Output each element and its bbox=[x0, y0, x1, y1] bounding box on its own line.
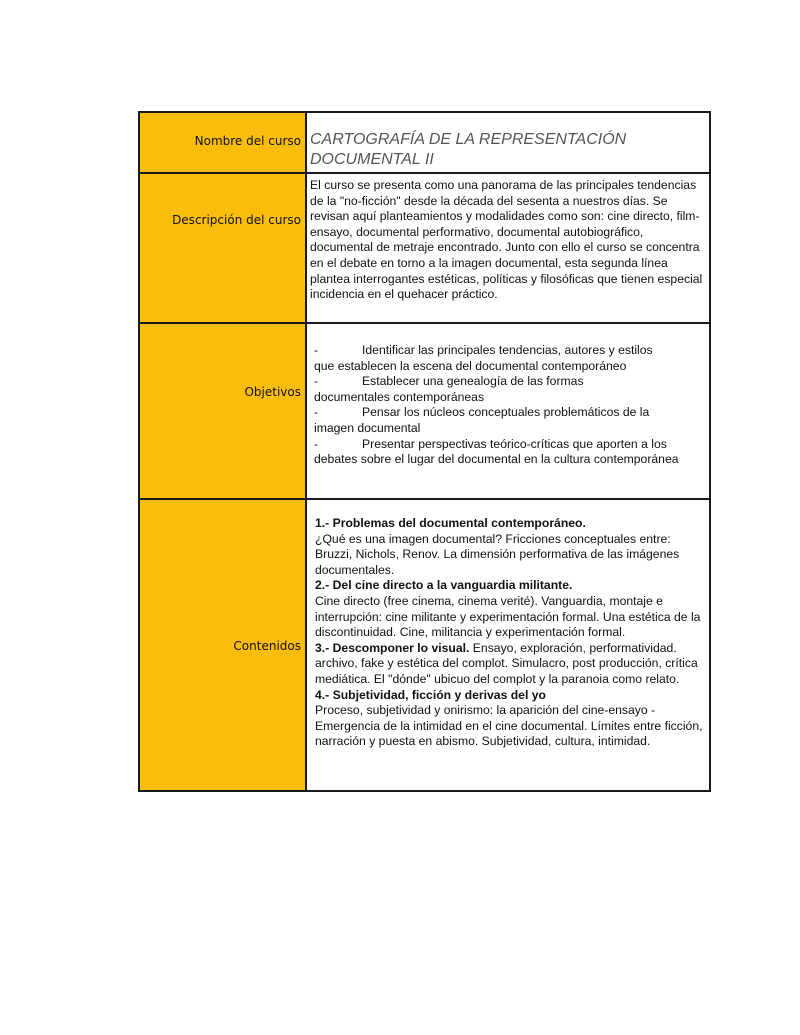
objective-item bbox=[314, 374, 701, 405]
objective-dash: - bbox=[314, 343, 319, 357]
description-text: El curso se presenta como una panorama de las principales tendencias de la "no-ficción" desde la década del sesenta a nuestros días. Se revisan aquí planteamientos y modalidades como son: cine directo, film-ensayo, documental performativo, documental autobiográfico, documental de metraje encontrado. Junto con ello el curso se concentra en el debate en torno a la imagen documental, esta segunda línea plantea interrogantes estéticas, políticas y filosóficas que tienen especial incidencia en el quehacer práctico. bbox=[310, 178, 703, 302]
objective-dash: - bbox=[314, 405, 319, 420]
course-name-label: Nombre del curso bbox=[194, 134, 301, 148]
objective-text: Pensar los núcleos conceptuales problemáticos de la bbox=[362, 405, 650, 420]
section-heading: 2.- Del cine directo a la vanguardia militante. bbox=[315, 578, 573, 593]
row-objectives bbox=[139, 323, 710, 499]
objective-dash: - bbox=[314, 436, 319, 451]
objective-item bbox=[314, 405, 701, 436]
section-body: ¿Qué es una imagen documental? Fricciones conceptuales entre: Bruzzi, Nichols, Renov. La dimensión performativa de las imágenes documentales. bbox=[315, 531, 680, 577]
label-cell bbox=[139, 112, 306, 173]
objective-text-cont: documentales contemporáneas bbox=[314, 389, 485, 404]
content-section bbox=[315, 641, 703, 688]
content-cell bbox=[306, 112, 710, 173]
course-table bbox=[138, 111, 711, 792]
objective-text-cont: debates sobre el lugar del documental en la cultura contemporánea bbox=[314, 452, 679, 467]
row-description bbox=[139, 173, 710, 323]
objective-item bbox=[314, 437, 701, 468]
objective-text: Presentar perspectivas teórico-críticas que aporten a los bbox=[362, 436, 667, 451]
objectives-list bbox=[307, 324, 709, 468]
label-cell bbox=[139, 173, 306, 323]
section-heading: 3.- Descomponer lo visual. bbox=[315, 640, 470, 655]
section-body: Ensayo, exploración, performatividad. archivo, fake y estética del complot. Simulacro, post producción, crítica mediática. El "dónde" ubicuo del complot y la paranoia como relato. bbox=[315, 640, 698, 686]
objective-text-cont: imagen documental bbox=[314, 420, 421, 435]
section-body: Proceso, subjetividad y onirismo: la aparición del cine-ensayo - Emergencia de la intimidad en el cine documental. Límites entre ficción, narración y puesta en abismo. Subjetividad, cultura, intimidad. bbox=[315, 703, 703, 749]
course-title: CARTOGRAFÍA DE LA REPRESENTACIÓN DOCUMENTAL II bbox=[310, 131, 627, 168]
content-cell bbox=[306, 499, 710, 791]
content-section bbox=[315, 688, 703, 750]
label-cell bbox=[139, 323, 306, 499]
section-body: Cine directo (free cinema, cinema verité). Vanguardia, montaje e interrupción: cine militante y experimentación formal. Una estética de la discontinuidad. Cine, militancia y experimentación formal. bbox=[315, 593, 701, 640]
content-section bbox=[315, 516, 703, 578]
row-contents bbox=[139, 499, 710, 791]
label-cell bbox=[139, 499, 306, 791]
content-section bbox=[315, 578, 703, 640]
objective-dash: - bbox=[314, 374, 319, 389]
objective-text-cont: que establecen la escena del documental contemporáneo bbox=[314, 358, 627, 373]
objective-text: Establecer una genealogía de las formas bbox=[362, 374, 584, 389]
section-heading: 1.- Problemas del documental contemporáneo. bbox=[315, 516, 586, 530]
contents-list bbox=[307, 500, 709, 750]
row-course-name bbox=[139, 112, 710, 173]
section-heading: 4.- Subjetividad, ficción y derivas del yo bbox=[315, 687, 546, 702]
content-cell bbox=[306, 173, 710, 323]
objective-text: Identificar las principales tendencias, autores y estilos bbox=[362, 343, 653, 357]
objective-item bbox=[314, 343, 701, 374]
contents-label: Contenidos bbox=[233, 639, 301, 653]
description-label: Descripción del curso bbox=[172, 213, 301, 227]
objectives-label: Objetivos bbox=[244, 385, 301, 399]
content-cell bbox=[306, 323, 710, 499]
